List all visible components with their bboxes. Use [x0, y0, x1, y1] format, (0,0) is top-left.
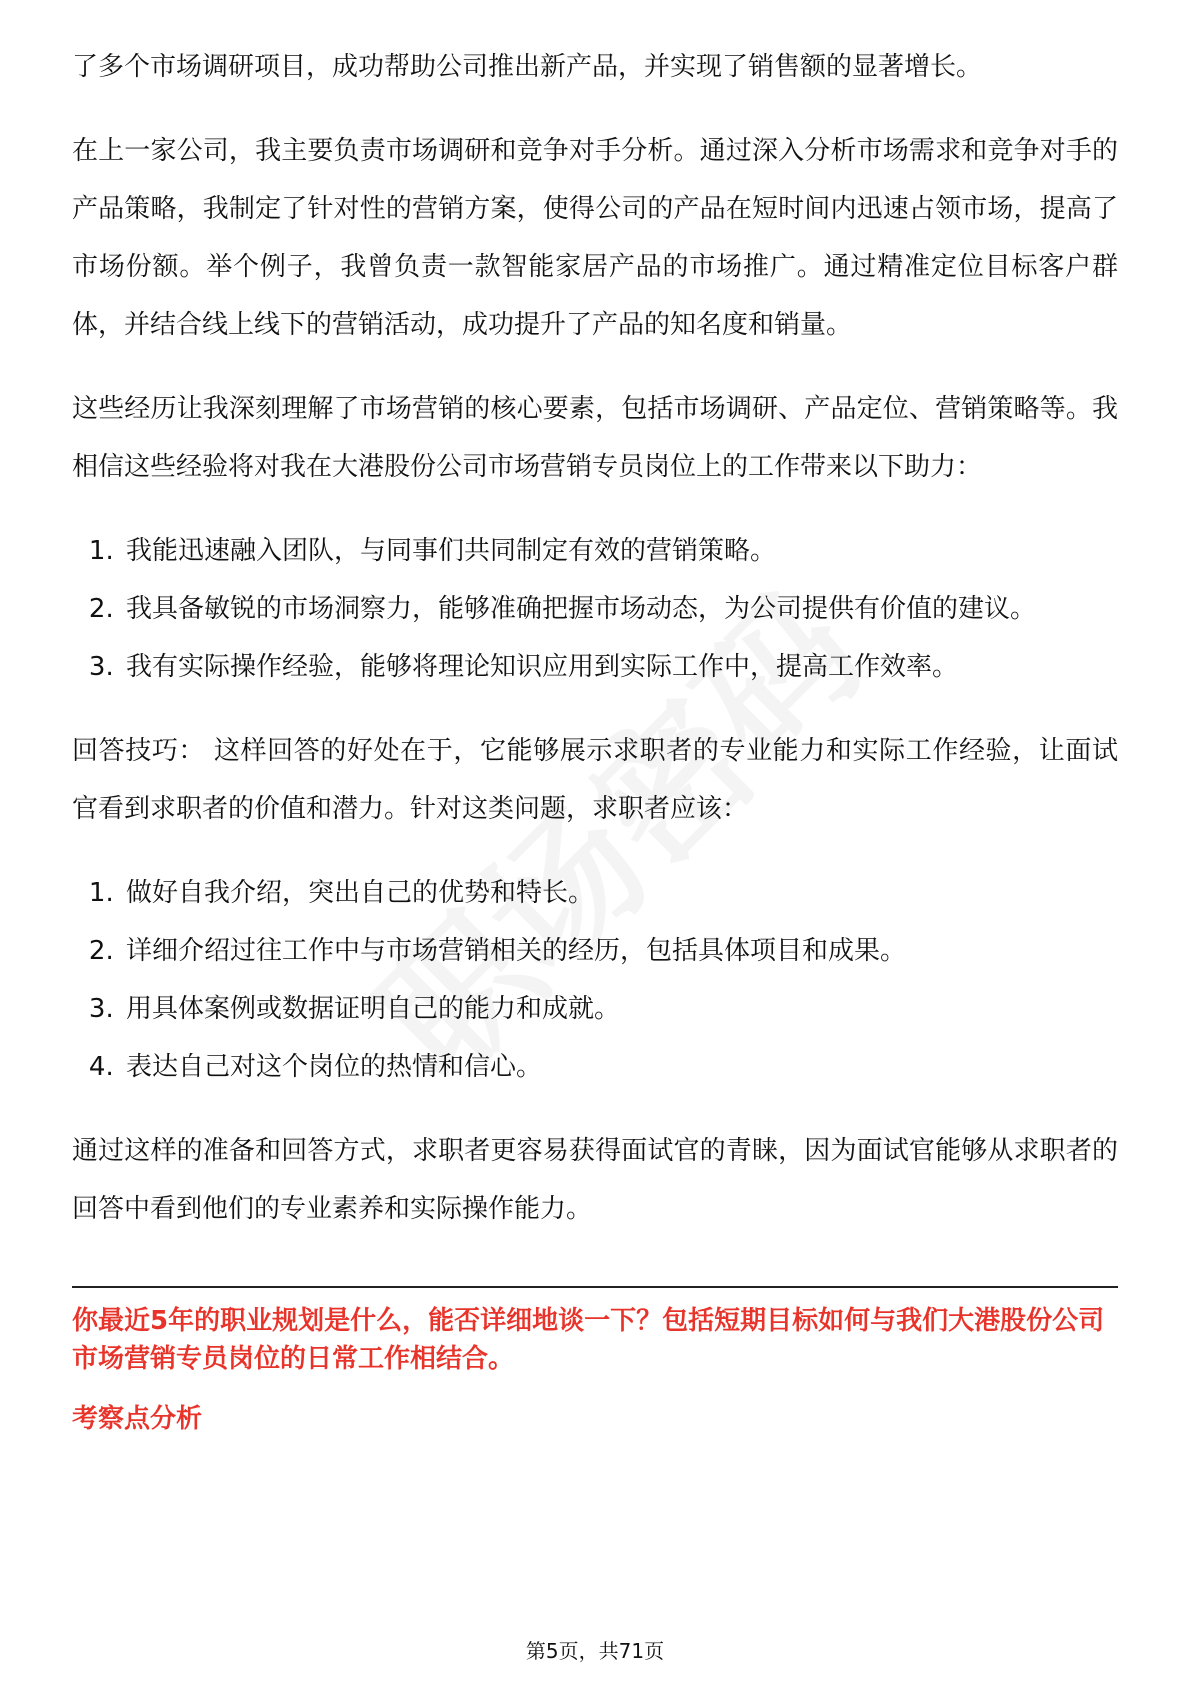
- list-item: 3. 用具体案例或数据证明自己的能力和成就。: [122, 980, 1118, 1038]
- list-item: 1. 我能迅速融入团队，与同事们共同制定有效的营销策略。: [122, 522, 1118, 580]
- interview-question: 你最近5年的职业规划是什么，能否详细地谈一下？包括短期目标如何与我们大港股份公司市场营销专员岗位的日常工作相结合。: [72, 1306, 1105, 1374]
- list-item: 2. 详细介绍过往工作中与市场营销相关的经历，包括具体项目和成果。: [122, 922, 1118, 980]
- paragraph-experience: 在上一家公司，我主要负责市场调研和竞争对手分析。通过深入分析市场需求和竞争对手的产品策略，我制定了针对性的营销方案，使得公司的产品在短时间内迅速占领市场，提高了市场份额。举个例子，我曾负责一款智能家居产品的市场推广。通过精准定位目标客户群体，并结合线上线下的营销活动，成功提升了产品的知名度和销量。: [72, 136, 1118, 340]
- paragraph-continuation: 了多个市场调研项目，成功帮助公司推出新产品，并实现了销售额的显著增长。: [72, 52, 983, 82]
- list-item: 3. 我有实际操作经验，能够将理论知识应用到实际工作中，提高工作效率。: [122, 638, 1118, 696]
- document-body: [72, 38, 1118, 1438]
- divider: [72, 1286, 1118, 1288]
- benefits-list: [72, 522, 1118, 696]
- list-item: 2. 我具备敏锐的市场洞察力，能够准确把握市场动态，为公司提供有价值的建议。: [122, 580, 1118, 638]
- paragraph-closing: 通过这样的准备和回答方式，求职者更容易获得面试官的青睐，因为面试官能够从求职者的回答中看到他们的专业素养和实际操作能力。: [72, 1136, 1118, 1224]
- list-item: 1. 做好自我介绍，突出自己的优势和特长。: [122, 864, 1118, 922]
- list-item: 4. 表达自己对这个岗位的热情和信心。: [122, 1038, 1118, 1096]
- advice-list: [72, 864, 1118, 1096]
- section-heading: 考察点分析: [72, 1404, 203, 1434]
- paragraph-tips: 回答技巧： 这样回答的好处在于，它能够展示求职者的专业能力和实际工作经验，让面试官看到求职者的价值和潜力。针对这类问题，求职者应该：: [72, 736, 1118, 824]
- paragraph-insights: 这些经历让我深刻理解了市场营销的核心要素，包括市场调研、产品定位、营销策略等。我相信这些经验将对我在大港股份公司市场营销专员岗位上的工作带来以下助力：: [72, 394, 1118, 482]
- page-footer: 第5页，共71页: [525, 1639, 665, 1663]
